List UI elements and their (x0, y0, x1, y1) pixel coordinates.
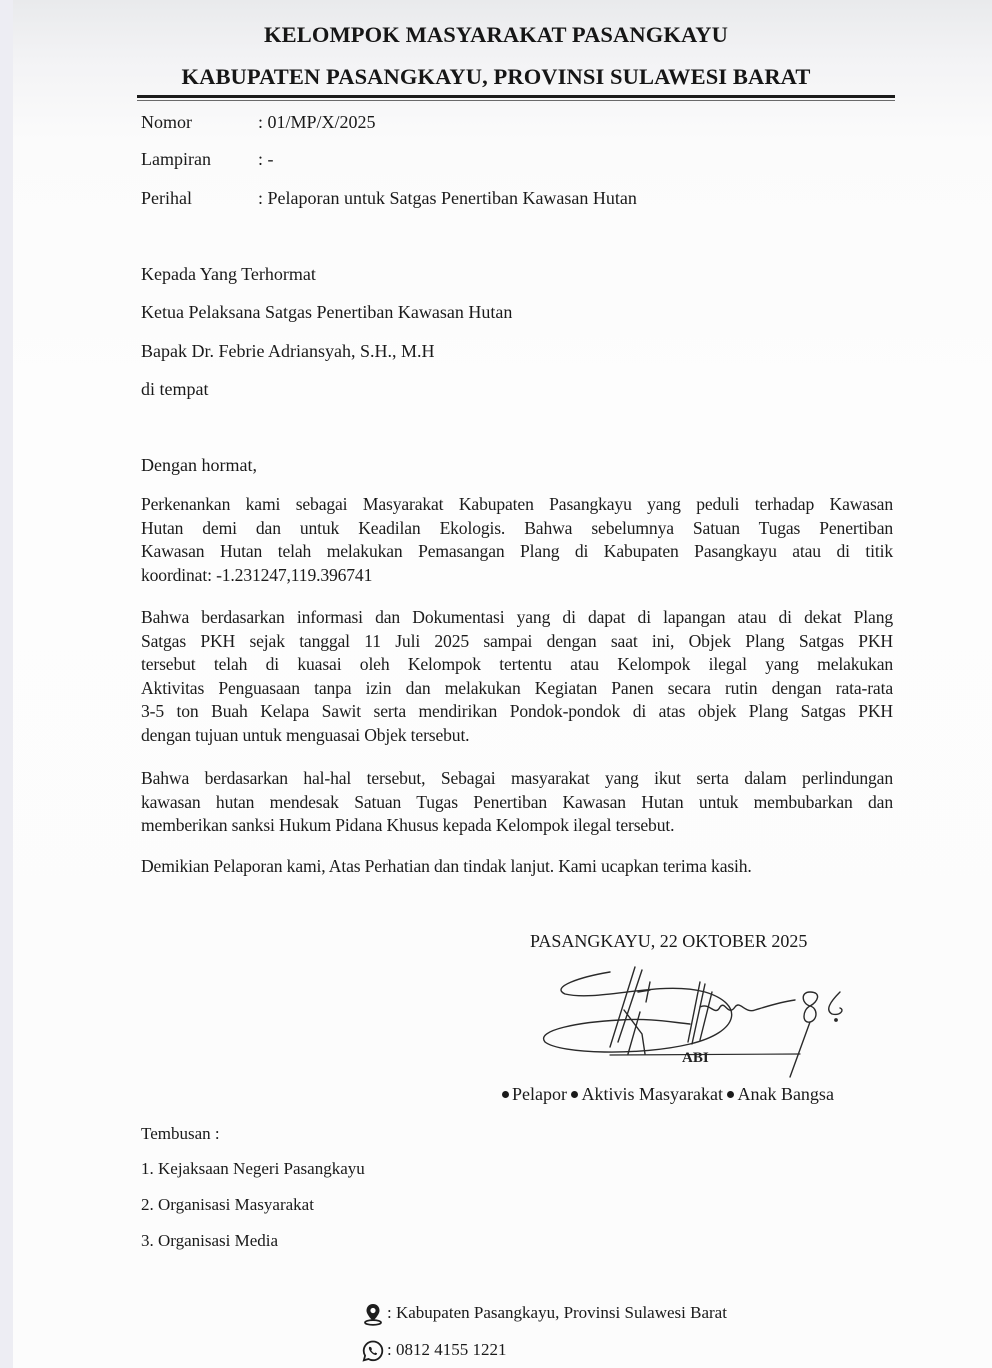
letterhead-rule-thin (137, 100, 895, 101)
signer-name: ABI (682, 1050, 709, 1066)
paragraph-line: Kawasan Hutan telah melakukan Pemasangan Plang di Kabupaten Pasangkayu atau di titik (141, 541, 893, 562)
signer-roles (502, 1084, 834, 1105)
salutation: Dengan hormat, (141, 455, 257, 475)
location-pin-icon (361, 1302, 385, 1326)
paragraph-line: kawasan hutan mendesak Satuan Tugas Penertiban Kawasan Hutan untuk membubarkan dan (141, 791, 893, 812)
body-paragraph (141, 493, 893, 587)
paragraph-line: Bahwa berdasarkan hal-hal tersebut, Sebagai masyarakat yang ikut serta dalam perlindungan (141, 768, 893, 788)
footer-address (361, 1302, 727, 1326)
paragraph-line: Satgas PKH sejak tanggal 11 Juli 2025 sampai dengan saat ini, Objek Plang Satgas PKH (141, 630, 893, 651)
footer-phone (361, 1339, 506, 1363)
recipient-line: Ketua Pelaksana Satgas Penertiban Kawasan Hutan (141, 302, 513, 322)
recipient-line: Kepada Yang Terhormat (141, 264, 316, 284)
recipient-line: Bapak Dr. Febrie Adriansyah, S.H., M.H (141, 341, 435, 361)
footer-address-text: : Kabupaten Pasangkayu, Provinsi Sulawesi Barat (387, 1302, 727, 1322)
body-paragraph (141, 767, 893, 838)
whatsapp-icon (361, 1339, 385, 1363)
paragraph-line: 3-5 ton Buah Kelapa Sawit serta mendirikan Pondok-pondok di atas objek Plang Satgas PKH (141, 701, 893, 722)
meta-label-perihal: Perihal (141, 188, 192, 208)
paragraph-line: Hutan demi dan untuk Keadilan Ekologis. Bahwa sebelumnya Satuan Tugas Penertiban (141, 517, 893, 538)
paragraph-line: Demikian Pelaporan kami, Atas Perhatian dan tindak lanjut. Kami ucapkan terima kasih. (141, 856, 752, 876)
org-region: KABUPATEN PASANGKAYU, PROVINSI SULAWESI BARAT (181, 64, 811, 89)
place-date: PASANGKAYU, 22 OKTOBER 2025 (530, 931, 808, 951)
cc-item: 2. Organisasi Masyarakat (141, 1195, 314, 1214)
meta-value-perihal: : Pelaporan untuk Satgas Penertiban Kawasan Hutan (258, 188, 637, 208)
cc-item: 1. Kejaksaan Negeri Pasangkayu (141, 1159, 365, 1178)
meta-value-lampiran: : - (258, 149, 274, 169)
body-paragraph (141, 606, 893, 748)
cc-item: 3. Organisasi Media (141, 1231, 279, 1250)
bullet-icon (571, 1091, 578, 1098)
paragraph-line: Perkenankan kami sebagai Masyarakat Kabupaten Pasangkayu yang peduli terhadap Kawasan (141, 494, 893, 514)
paragraph-line: Bahwa berdasarkan informasi dan Dokumentasi yang di dapat di lapangan atau di dekat Plang (141, 607, 893, 627)
bullet-icon (727, 1091, 734, 1098)
footer-phone-text: : 0812 4155 1221 (387, 1339, 507, 1359)
role-label: Anak Bangsa (737, 1084, 834, 1104)
role-label: Pelapor (512, 1084, 567, 1104)
paragraph-line: memberikan sanksi Hukum Pidana Khusus kepada Kelompok ilegal tersebut. (141, 815, 675, 836)
closing-paragraph (141, 855, 893, 879)
cc-title: Tembusan : (141, 1124, 220, 1143)
bullet-icon (502, 1091, 509, 1098)
meta-label-lampiran: Lampiran (141, 149, 211, 169)
org-name: KELOMPOK MASYARAKAT PASANGKAYU (264, 22, 728, 47)
paragraph-line: Aktivitas Penguasaan tanpa izin dan melakukan Kegiatan Panen secara rutin dengan rata-rata (141, 677, 893, 698)
paragraph-line: koordinat: -1.231247,119.396741 (141, 564, 373, 585)
role-label: Aktivis Masyarakat (581, 1084, 723, 1104)
meta-value-nomor: : 01/MP/X/2025 (258, 112, 376, 132)
paragraph-line: tersebut telah di kuasai oleh Kelompok tertentu atau Kelompok ilegal yang melakukan (141, 654, 893, 675)
paragraph-line: dengan tujuan untuk menguasai Objek tersebut. (141, 724, 470, 745)
recipient-line: di tempat (141, 379, 209, 399)
letterhead-rule (137, 95, 895, 98)
meta-label-nomor: Nomor (141, 112, 192, 132)
